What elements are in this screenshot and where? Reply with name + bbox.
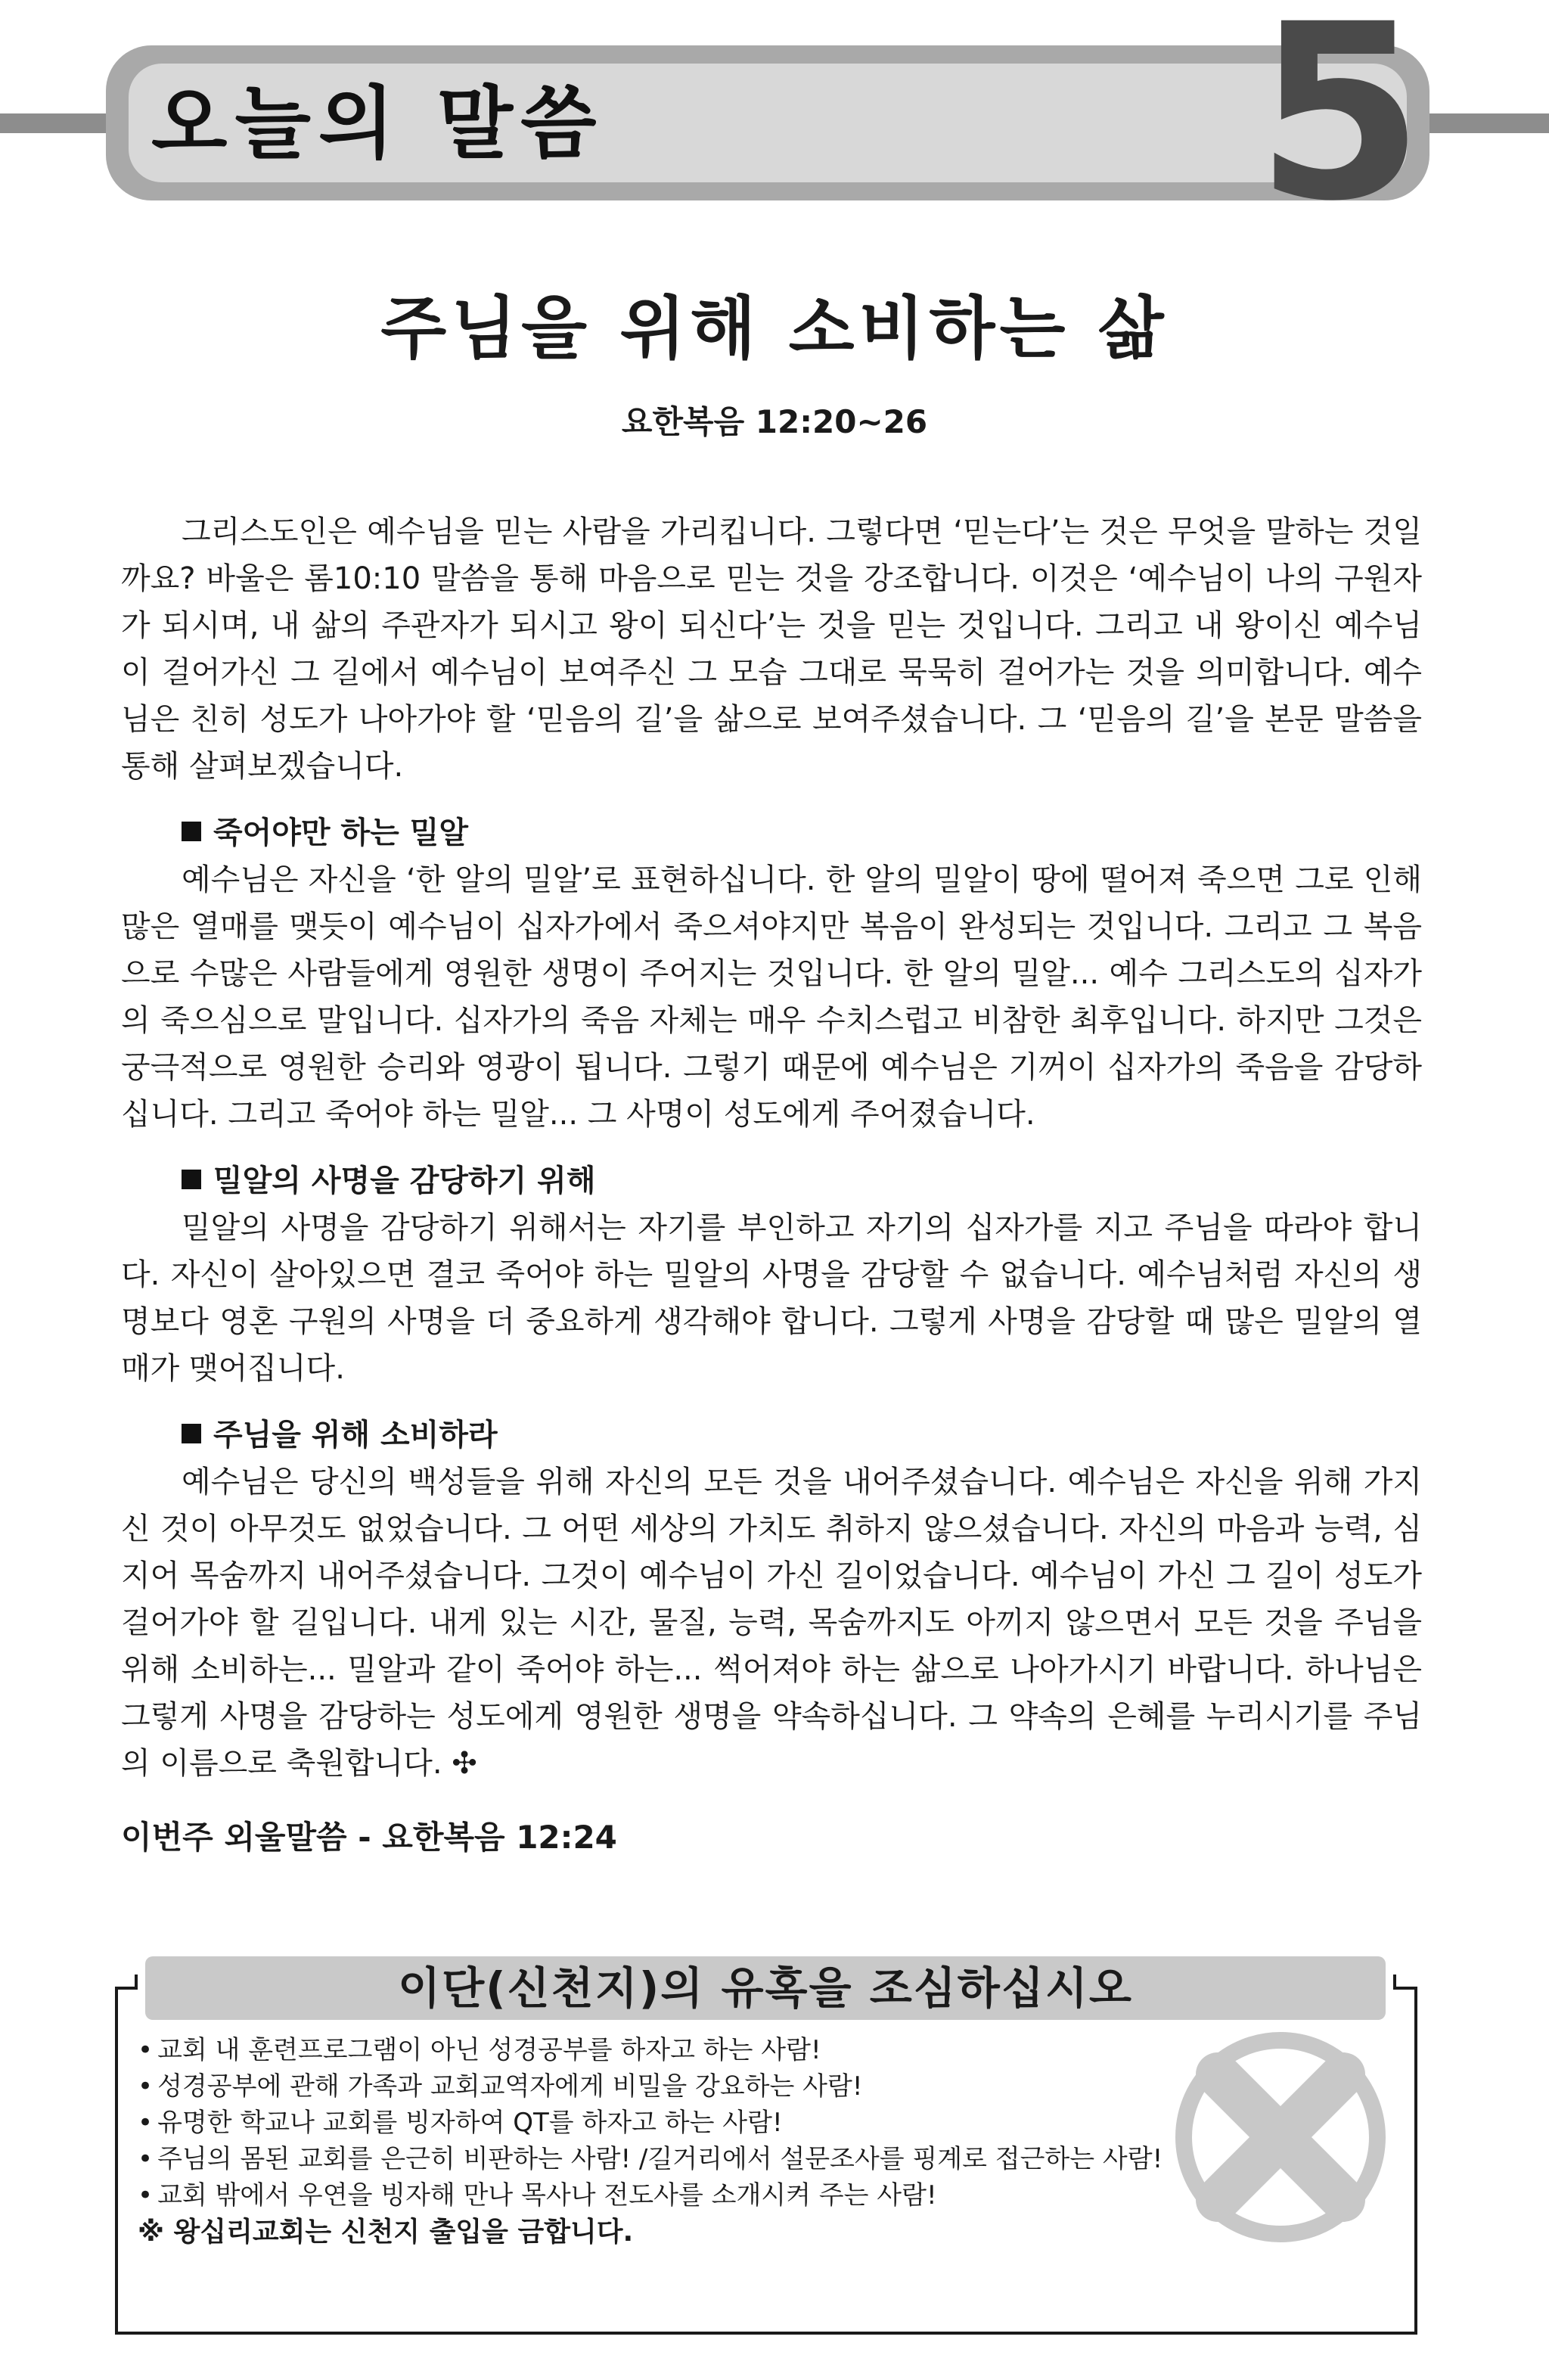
end-mark-icon: ✣ <box>452 1746 477 1781</box>
scripture-reference: 요한복음 12:20~26 <box>621 403 928 440</box>
section-heading-text: 밀알의 사명을 감당하기 위해 <box>213 1164 596 1198</box>
list-item: • 교회 밖에서 우연을 빙자해 만나 목사나 전도사를 소개시켜 주는 사람! <box>138 2177 1408 2214</box>
section-paragraph: 밀알의 사명을 감당하기 위해서는 자기를 부인하고 자기의 십자가를 지고 주님을 따라야 합니다. 자신이 살아있으면 결코 죽어야 하는 밀알의 사명을 감당할 수 없습니다. 예수님처럼 자신의 생명보다 영혼 구원의 사명을 더 중요하게 생각해야 합니다. 그렇게 사명을 감당할 때 많은 밀알의 열매가 맺어집니다. <box>121 1210 1422 1386</box>
warning-box-corner <box>1393 1975 1396 1990</box>
section-heading <box>121 809 1422 856</box>
sermon-title: 주님을 위해 소비하는 삶 <box>380 289 1169 368</box>
sermon-body <box>121 508 1422 1861</box>
square-bullet-icon <box>182 1424 201 1443</box>
memory-verse: 이번주 외울말씀 - 요한복음 12:24 <box>121 1819 617 1856</box>
section-paragraph-text: 예수님은 당신의 백성들을 위해 자신의 모든 것을 내어주셨습니다. 예수님은 자신을 위해 가지신 것이 아무것도 없었습니다. 그 어떤 세상의 가치도 취하지 않으셨습니다. 자신의 마음과 능력, 심지어 목숨까지 내어주셨습니다. 그것이 예수님이 가신 길이었습니다. 예수님이 가신 그 길이 성도가 걸어가야 할 길입니다. 내게 있는 시간, 물질, 능력, 목숨까지도 아끼지 않으면서 모든 것을 주님을 위해 소비하는... 밀알과 같이 죽어야 하는... 썩어져야 하는 삶으로 나아가시기 바랍니다. 하나님은 그렇게 사명을 감당하는 성도에게 영원한 생명을 약속하십니다. 그 약속의 은혜를 누리시기를 주님의 이름으로 축원합니다. <box>121 1465 1422 1781</box>
warning-list <box>138 2032 1408 2214</box>
issue-number: 5 <box>1256 0 1424 254</box>
warning-title: 이단(신천지)의 유혹을 조심하십시오 <box>145 1956 1386 2020</box>
list-item: • 교회 내 훈련프로그램이 아닌 성경공부를 하자고 하는 사람! <box>138 2032 1408 2068</box>
warning-box-corner <box>1393 1987 1417 1990</box>
section-heading <box>121 1412 1422 1459</box>
section-paragraph: 예수님은 자신을 ‘한 알의 밀알’로 표현하십니다. 한 알의 밀알이 땅에 떨어져 죽으면 그로 인해 많은 열매를 맺듯이 예수님이 십자가에서 죽으셔야지만 복음이 완성되는 것입니다. 그리고 그 복음으로 수많은 사람들에게 영원한 생명이 주어지는 것입니다. 한 알의 밀알... 예수 그리스도의 십자가의 죽으심으로 말입니다. 십자가의 죽음 자체는 매우 수치스럽고 비참한 최후입니다. 하지만 그것은 궁극적으로 영원한 승리와 영광이 됩니다. 그렇기 때문에 예수님은 기꺼이 십자가의 죽음을 감당하십니다. 그리고 죽어야 하는 밀알... 그 사명이 성도에게 주어졌습니다. <box>121 862 1422 1132</box>
section-heading <box>121 1157 1422 1204</box>
section-paragraph <box>121 1459 1422 1787</box>
square-bullet-icon <box>182 1170 201 1189</box>
list-item: • 성경공부에 관해 가족과 교회교역자에게 비밀을 강요하는 사람! <box>138 2068 1408 2105</box>
square-bullet-icon <box>182 822 201 841</box>
list-item: • 주님의 몸된 교회를 은근히 비판하는 사람! /길거리에서 설문조사를 핑계로 접근하는 사람! <box>138 2141 1408 2177</box>
warning-box-corner <box>135 1975 138 1990</box>
section-heading-text: 죽어야만 하는 밀알 <box>213 816 468 850</box>
list-item: • 유명한 학교나 교회를 빙자하여 QT를 하자고 하는 사람! <box>138 2105 1408 2141</box>
section-title: 오늘의 말씀 <box>151 77 604 169</box>
section-heading-text: 주님을 위해 소비하라 <box>213 1418 498 1453</box>
warning-note: ※ 왕십리교회는 신천지 출입을 금합니다. <box>138 2217 634 2248</box>
intro-paragraph: 그리스도인은 예수님을 믿는 사람을 가리킵니다. 그렇다면 ‘믿는다’는 것은 무엇을 말하는 것일까요? 바울은 롬10:10 말씀을 통해 마음으로 믿는 것을 강조합니다. 이것은 ‘예수님이 나의 구원자가 되시며, 내 삶의 주관자가 되시고 왕이 되신다’는 것을 믿는 것입니다. 그리고 내 왕이신 예수님이 걸어가신 그 길에서 예수님이 보여주신 그 모습 그대로 묵묵히 걸어가는 것을 의미합니다. 예수님은 친히 성도가 나아가야 할 ‘믿음의 길’을 삶으로 보여주셨습니다. 그 ‘믿음의 길’을 본문 말씀을 통해 살펴보겠습니다. <box>121 514 1422 784</box>
